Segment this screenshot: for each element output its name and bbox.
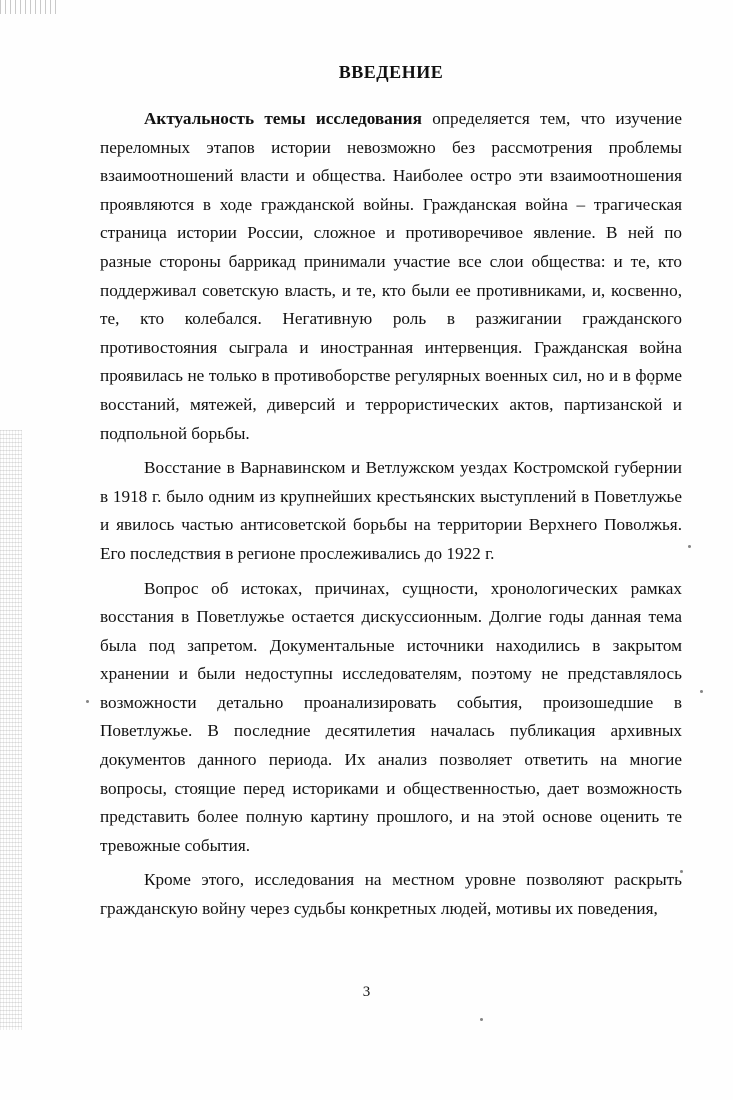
scan-speck bbox=[688, 545, 691, 548]
scan-speck bbox=[86, 700, 89, 703]
paragraph-text: определяется тем, что изучение переломных этапов истории невозможно без рассмотрения проблемы взаимоотношений власти и общества. Наиболее остро эти взаимоотношения проявляются в ходе гражданской войны. Гражданская война – трагическая страница истории России, сложное и противоречивое явление. В ней по разные стороны баррикад принимали участие все слои общества: и те, кто поддерживал советскую власть, и те, кто были ее противниками, и, косвенно, те, кто колебался. Негативную роль в разжигании гражданского противостояния сыграла и иностранная интервенция. Гражданская война проявилась не только в противоборстве регулярных военных сил, но и в форме восстаний, мятежей, диверсий и террористических актов, партизанской и подпольной борьбы. bbox=[100, 109, 682, 443]
page-number: 3 bbox=[362, 984, 371, 1000]
paragraph-question: Вопрос об истоках, причинах, сущности, хронологических рамках восстания в Поветлужье остается дискуссионным. Долгие годы данная тема была под запретом. Документальные источники находились в закрытом хранении и были недоступны исследователям, поэтому не представлялось возможности детально проанализировать события, произошедшие в Поветлужье. В последние десятилетия началась публикация архивных документов данного периода. Их анализ позволяет ответить на многие вопросы, стоящие перед историками и общественностью, дает возможность представить более полную картину прошлого, и на этой основе оценить те тревожные события. bbox=[100, 578, 682, 855]
paragraph-lead: Актуальность темы исследования bbox=[144, 109, 422, 128]
paragraph-relevance bbox=[100, 105, 682, 448]
scan-speck bbox=[480, 1018, 483, 1021]
scan-artifact-top bbox=[0, 0, 60, 14]
paragraph-uprising: Восстание в Варнавинском и Ветлужском уездах Костромской губернии в 1918 г. было одним из крупнейших крестьянских выступлений в Поветлужье и явилось частью антисоветской борьбы на территории Верхнего Поволжья. Его последствия в регионе прослеживались до 1922 г. bbox=[100, 458, 682, 563]
paragraph-local-research: Кроме этого, исследования на местном уровне позволяют раскрыть гражданскую войну через судьбы конкретных людей, мотивы их поведения, bbox=[100, 870, 682, 919]
document-page bbox=[100, 62, 682, 924]
scan-speck bbox=[700, 690, 703, 693]
page-title: ВВЕДЕНИЕ bbox=[338, 62, 444, 82]
scan-artifact-left-edge bbox=[0, 430, 22, 1030]
